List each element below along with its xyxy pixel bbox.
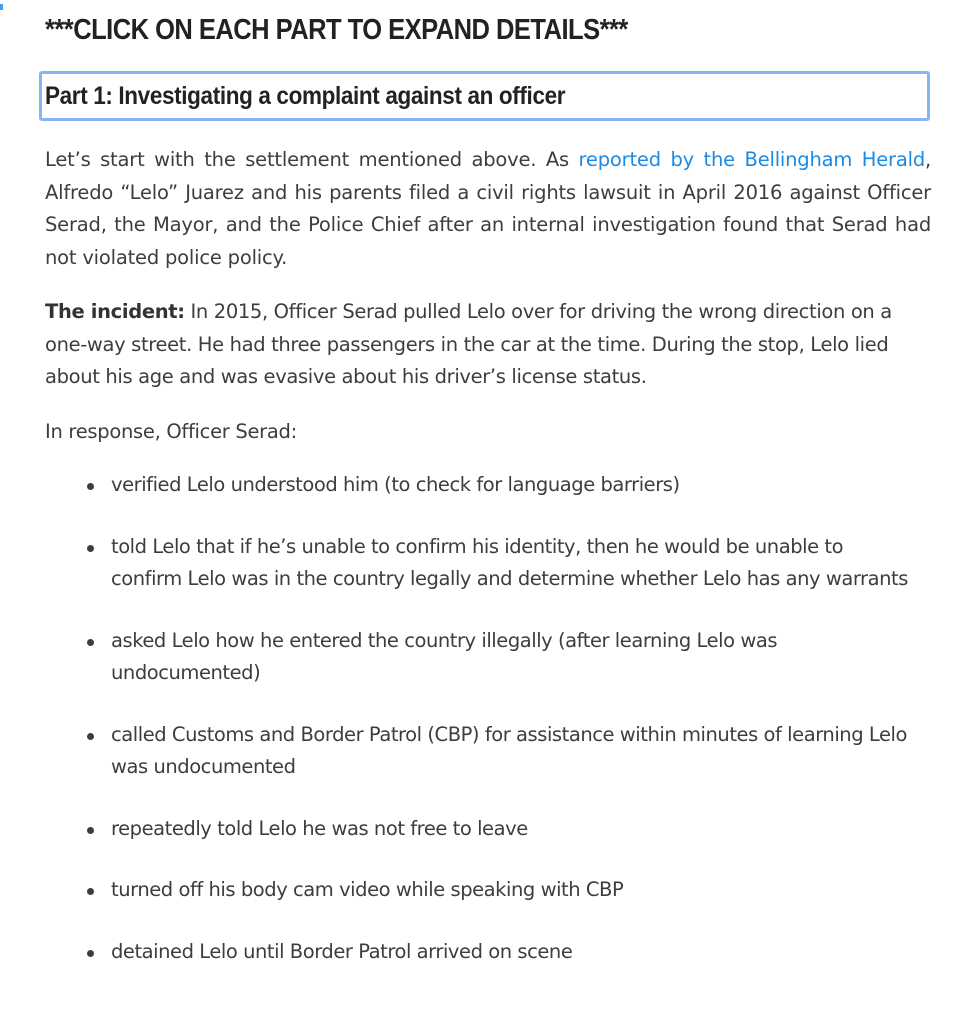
bullet-icon (87, 545, 94, 552)
expand-instructions-heading: ***CLICK ON EACH PART TO EXPAND DETAILS*** (45, 14, 628, 46)
intro-paragraph (45, 144, 931, 274)
bullet-icon (87, 483, 94, 490)
bullet-icon (87, 827, 94, 834)
list-item-text: detained Lelo until Border Patrol arrived on scene (111, 939, 573, 963)
list-item (85, 936, 915, 969)
bullet-icon (87, 950, 94, 957)
officer-actions-list (85, 469, 915, 997)
list-item (85, 719, 915, 784)
bullet-icon (87, 639, 94, 646)
list-item (85, 813, 915, 846)
bellingham-herald-link[interactable]: reported by the Bellingham Herald (578, 148, 925, 171)
incident-text: In 2015, Officer Serad pulled Lelo over for driving the wrong direction on a one-way street. He had three passengers in the car at the time. During the stop, Lelo lied about his age and was evasive about his driver’s license status. (45, 300, 892, 388)
list-item-text: verified Lelo understood him (to check for language barriers) (111, 473, 680, 496)
incident-label: The incident: (45, 300, 185, 323)
list-item-text: asked Lelo how he entered the country illegally (after learning Lelo was undocumented) (111, 628, 778, 684)
list-item-text: repeatedly told Lelo he was not free to leave (111, 816, 528, 840)
bullet-icon (87, 733, 94, 740)
list-item-text: told Lelo that if he’s unable to confirm his identity, then he would be unable to confirm Lelo was in the country legally and determine whether Lelo has any warrants (111, 534, 908, 590)
part-1-title: Part 1: Investigating a complaint against an officer (45, 82, 566, 110)
intro-text-after-link: , Alfredo “Lelo” Juarez and his parents filed a civil rights lawsuit in April 2016 against Officer Serad, the Mayor, and the Police Chief after an internal investigation found that Serad had not violated police policy. (45, 148, 931, 269)
list-item (85, 469, 915, 502)
part-1-accordion-toggle[interactable] (39, 71, 930, 121)
intro-text-before-link: Let’s start with the settlement mentioned above. As (45, 148, 579, 171)
bullet-icon (87, 888, 94, 895)
edge-artifact (0, 4, 3, 10)
response-intro: In response, Officer Serad: (45, 420, 297, 443)
list-item (85, 874, 915, 907)
list-item-text: turned off his body cam video while speaking with CBP (111, 878, 624, 901)
list-item (85, 625, 915, 690)
list-item-text: called Customs and Border Patrol (CBP) for assistance within minutes of learning Lelo was undocumented (111, 722, 907, 778)
list-item (85, 531, 915, 596)
incident-paragraph (45, 296, 931, 394)
